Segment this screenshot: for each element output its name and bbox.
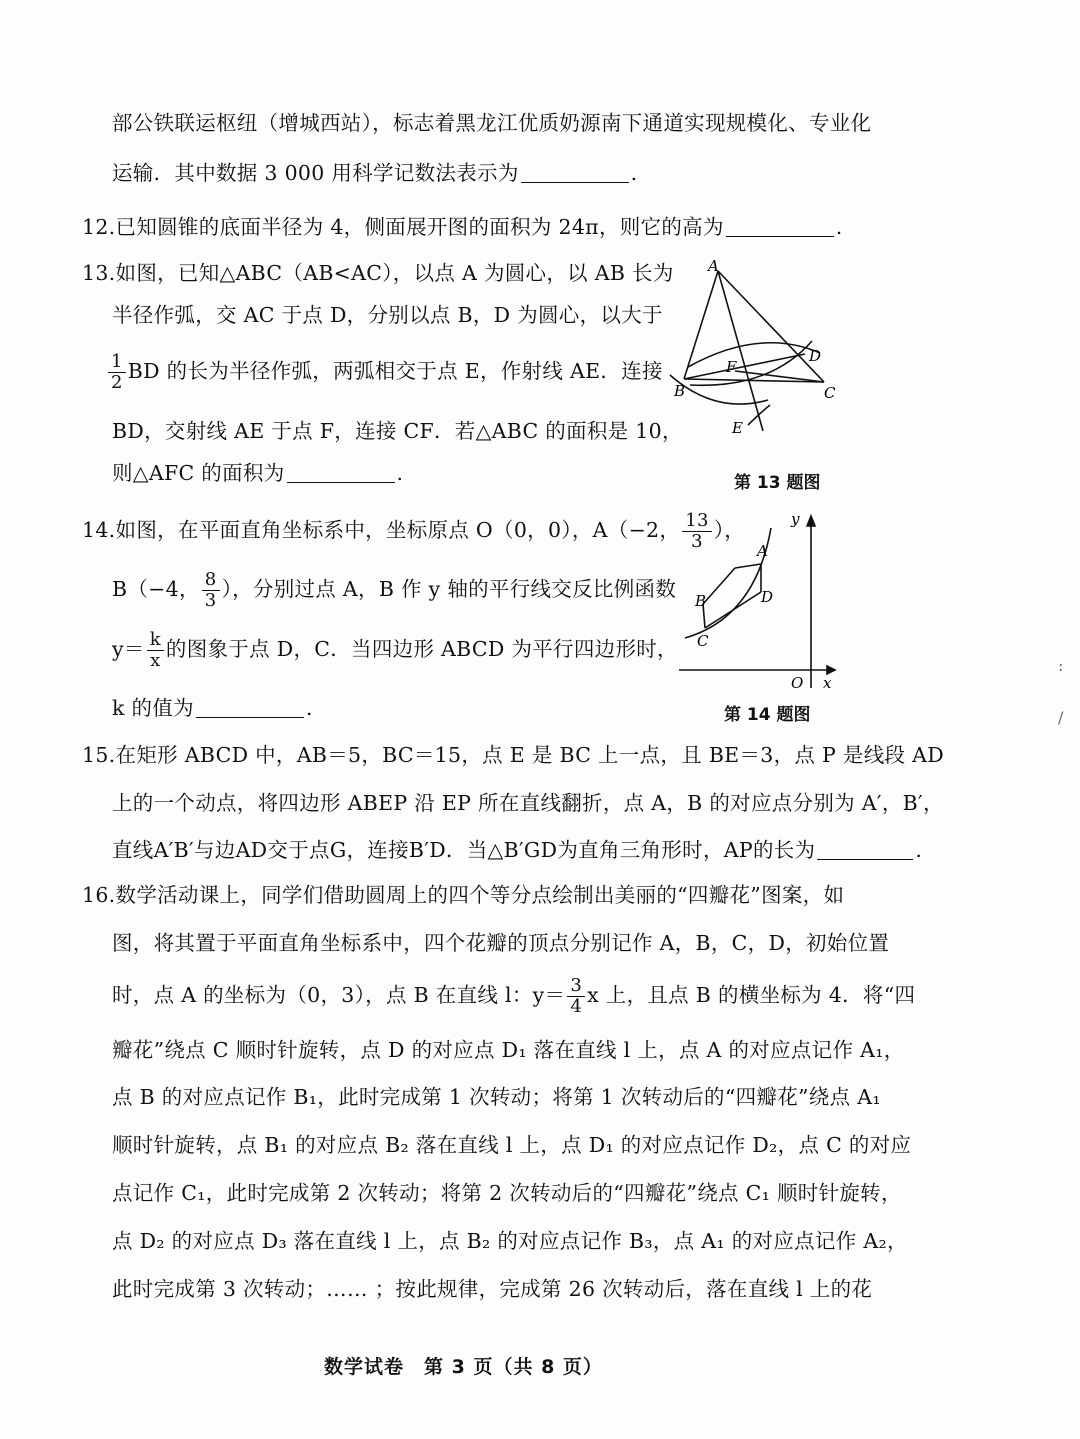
q16-line6: 顺时针旋转，点 B₁ 的对应点 B₂ 落在直线 l 上，点 D₁ 的对应点记作 D₂，点 C 的对应: [112, 1133, 912, 1157]
q14-segment-cd: [705, 592, 761, 628]
q14-y-arrow: [807, 516, 815, 526]
q14-line4: k 的值为 .: [112, 696, 313, 720]
page-footer: 数学试卷 第 3 页（共 8 页）: [324, 1356, 603, 1378]
q14-fraction-k: $\frac{k}{x}$: [147, 630, 164, 671]
q14-answer-blank[interactable]: [196, 697, 304, 718]
q15-answer-blank[interactable]: [817, 839, 913, 860]
q13-label-a: A: [708, 257, 719, 275]
q14-line2: B（−4， $\frac{8}{3}$ ），分别过点 A，B 作 y 轴的平行线交反比例函数: [112, 569, 677, 611]
q13-segment-ab: [684, 271, 718, 379]
q13-label-d: D: [809, 347, 822, 365]
q13-label-b: B: [674, 382, 686, 400]
q14-label-x: x: [823, 674, 832, 692]
q14-line1: 14.如图，在平面直角坐标系中，坐标原点 O（0，0），A（−2， $\frac{13}{3}$ ），: [82, 510, 746, 552]
q14-label-y: y: [791, 510, 800, 528]
q16-line5: 点 B 的对应点记作 B₁，此时完成第 1 次转动；将第 1 次转动后的“四瓣花”绕点 A₁: [112, 1085, 881, 1109]
q13-line3: $\frac{1}{2}$ BD 的长为半径作弧，两弧相交于点 E，作射线 AE．连接: [106, 346, 663, 396]
q11-line2: 运输．其中数据 3 000 用科学记数法表示为 .: [112, 161, 638, 185]
q16-line4: 瓣花”绕点 C 顺时针旋转，点 D 的对应点 D₁ 落在直线 l 上，点 A 的对应点记作 A₁，: [112, 1038, 905, 1062]
q15-line1: 15.在矩形 ABCD 中，AB＝5，BC＝15，点 E 是 BC 上一点，且 BE＝3，点 P 是线段 AD: [82, 743, 944, 767]
q12-line: 12.已知圆锥的底面半径为 4，侧面展开图的面积为 24π，则它的高为 .: [82, 215, 843, 239]
q13-segment-bd: [684, 354, 805, 379]
q14-figure: [675, 508, 845, 693]
q16-line3: 时，点 A 的坐标为（0，3），点 B 在直线 l：y＝ $\frac{3}{4}$ x 上，且点 B 的横坐标为 4．将“四: [112, 975, 916, 1017]
q16-number: 16.: [82, 883, 116, 907]
q11-answer-blank[interactable]: [521, 162, 629, 183]
q15-number: 15.: [82, 743, 116, 767]
q13-answer-blank[interactable]: [287, 462, 395, 483]
q13-caption: 第 13 题图: [734, 473, 821, 493]
q13-line1: 13.如图，已知△ABC（AB<AC），以点 A 为圆心，以 AB 长为: [82, 261, 674, 285]
q14-segment-a-top: [735, 564, 761, 568]
q15-line2: 上的一个动点，将四边形 ABEP 沿 EP 所在直线翻折，点 A，B 的对应点分别为 A′，B′，: [112, 791, 944, 815]
q14-line3: y＝ $\frac{k}{x}$ 的图象于点 D，C．当四边形 ABCD 为平行四边形时，: [112, 629, 678, 671]
q12-number: 12.: [82, 215, 116, 239]
q16-fraction: $\frac{3}{4}$: [567, 976, 585, 1017]
q13-label-e: E: [732, 419, 743, 437]
q13-line5: 则△AFC 的面积为 .: [112, 461, 404, 485]
q14-label-b: B: [695, 592, 707, 610]
q14-label-a: A: [757, 542, 768, 560]
q13-arc-e: [748, 405, 770, 425]
q16-line9: 此时完成第 3 次转动；…… ；按此规律，完成第 26 次转动后，落在直线 l 上的花: [112, 1277, 873, 1301]
q13-label-f: F: [726, 358, 737, 376]
q14-fraction-b: $\frac{8}{3}$: [202, 570, 220, 611]
edge-mark-1: :: [1058, 656, 1064, 675]
q14-x-arrow: [827, 666, 835, 674]
q11-text: 运输．其中数据 3 000 用科学记数法表示为: [112, 161, 519, 185]
q13-label-c: C: [824, 384, 836, 402]
q14-label-d: D: [761, 588, 774, 606]
q12-answer-blank[interactable]: [726, 216, 834, 237]
q14-label-c: C: [697, 632, 709, 650]
q16-line8: 点 D₂ 的对应点 D₃ 落在直线 l 上，点 B₂ 的对应点记作 B₃，点 A₁ 的对应点记作 A₂，: [112, 1229, 908, 1253]
q14-label-o: O: [791, 674, 804, 692]
edge-mark-2: /: [1058, 708, 1064, 727]
q14-fraction-a: $\frac{13}{3}$: [682, 511, 712, 552]
q14-number: 14.: [82, 518, 116, 542]
q13-fraction-half: $\frac{1}{2}$: [108, 352, 126, 393]
q11-line1: 部公铁联运枢纽（增城西站），标志着黑龙江优质奶源南下通道实现规模化、专业化: [112, 111, 872, 135]
q13-figure: [660, 255, 850, 445]
q16-line1: 16.数学活动课上，同学们借助圆周上的四个等分点绘制出美丽的“四瓣花”图案，如: [82, 883, 845, 907]
q16-line7: 点记作 C₁，此时完成第 2 次转动；将第 2 次转动后的“四瓣花”绕点 C₁ 顺时针旋转，: [112, 1181, 902, 1205]
q16-line2: 图，将其置于平面直角坐标系中，四个花瓣的顶点分别记作 A，B，C，D，初始位置: [112, 931, 890, 955]
q14-caption: 第 14 题图: [724, 705, 811, 725]
q13-line4: BD，交射线 AE 于点 F，连接 CF．若△ABC 的面积是 10，: [112, 419, 683, 443]
q13-line2: 半径作弧，交 AC 于点 D，分别以点 B，D 为圆心，以大于: [112, 303, 663, 327]
q13-number: 13.: [82, 261, 116, 285]
q15-line3: 直线A′B′与边AD交于点G，连接B′D．当△B′GD为直角三角形时，AP的长为 .: [112, 838, 923, 862]
q14-segment-ba: [703, 568, 735, 604]
q12-text: 已知圆锥的底面半径为 4，侧面展开图的面积为 24π，则它的高为: [115, 215, 724, 239]
